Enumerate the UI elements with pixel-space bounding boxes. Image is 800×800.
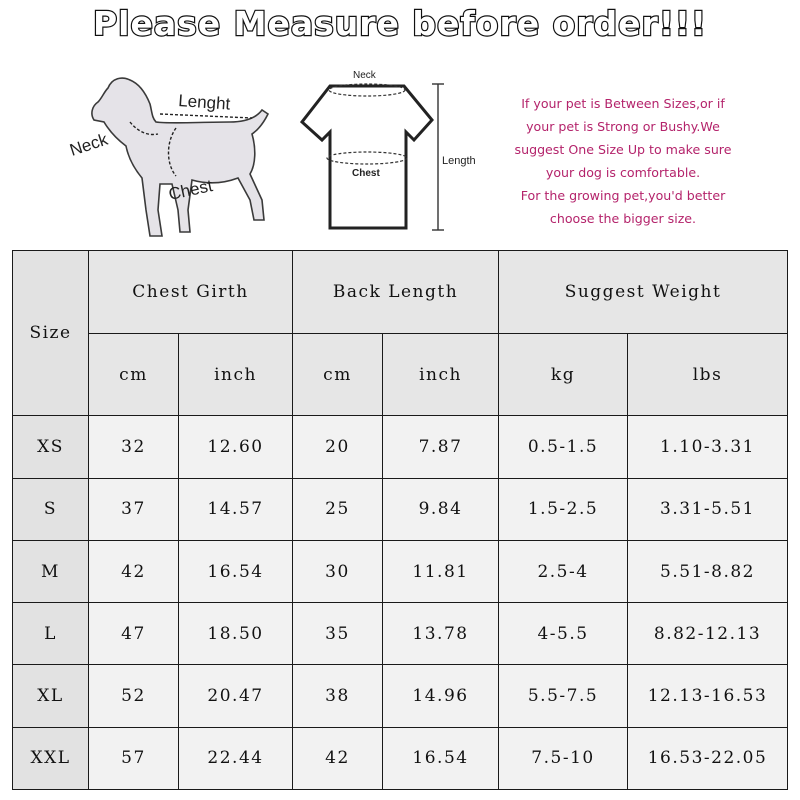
size-cell: XS [13,416,89,478]
advice-line: your pet is Strong or Bushy.We [526,119,720,134]
table-cell: 1.5-2.5 [499,478,628,540]
table-cell: 42 [293,727,383,789]
advice-line: For the growing pet,you'd better [520,188,726,203]
length-line [160,114,252,118]
table-cell: 47 [89,603,179,665]
table-row [13,665,788,727]
table-cell: 16.54 [179,540,293,602]
dog-length-label: Lenght [177,91,231,114]
shirt-chest-label: Chest [352,168,380,179]
table-cell: 4-5.5 [499,603,628,665]
table-cell: 7.87 [383,416,499,478]
table-cell: 14.57 [179,478,293,540]
table-cell: 13.78 [383,603,499,665]
size-header: Size [13,251,89,416]
dog-illustration [67,78,268,236]
table-cell: 2.5-4 [499,540,628,602]
table-cell: 20 [293,416,383,478]
table-cell: 18.50 [179,603,293,665]
table-cell: 16.54 [383,727,499,789]
table-cell: 30 [293,540,383,602]
size-cell: L [13,603,89,665]
table-cell: 11.81 [383,540,499,602]
table-cell: 25 [293,478,383,540]
table-cell: 5.51-8.82 [628,540,788,602]
table-cell: 32 [89,416,179,478]
size-cell: S [13,478,89,540]
table-cell: 22.44 [179,727,293,789]
table-cell: 12.60 [179,416,293,478]
table-row [13,603,788,665]
unit-header: cm [293,333,383,416]
unit-header: lbs [628,333,788,416]
shirt-outline [302,86,432,228]
table-cell: 35 [293,603,383,665]
size-chart-table [12,250,788,790]
table-cell: 3.31-5.51 [628,478,788,540]
unit-header: kg [499,333,628,416]
shirt-illustration [302,70,476,230]
table-row [13,478,788,540]
table-cell: 7.5-10 [499,727,628,789]
table-cell: 16.53-22.05 [628,727,788,789]
table-cell: 5.5-7.5 [499,665,628,727]
advice-line: choose the bigger size. [549,211,697,226]
size-advice [498,92,748,230]
table-row [13,416,788,478]
advice-line: your dog is comfortable. [545,165,701,180]
table-row [13,727,788,789]
size-cell: XXL [13,727,89,789]
table-cell: 57 [89,727,179,789]
table-cell: 9.84 [383,478,499,540]
table-cell: 0.5-1.5 [499,416,628,478]
table-cell: 52 [89,665,179,727]
advice-line: suggest One Size Up to make sure [514,142,732,157]
shirt-length-label: Length [442,155,476,167]
table-cell: 14.96 [383,665,499,727]
table-cell: 42 [89,540,179,602]
unit-header: cm [89,333,179,416]
table-cell: 38 [293,665,383,727]
page-title: Please Measure before order!!! [93,4,707,43]
table-cell: 37 [89,478,179,540]
dog-neck-label: Neck [67,129,111,160]
size-cell: M [13,540,89,602]
size-cell: XL [13,665,89,727]
table-cell: 8.82-12.13 [628,603,788,665]
unit-header: inch [383,333,499,416]
suggest-weight-header: Suggest Weight [499,251,788,334]
table-cell: 20.47 [179,665,293,727]
dog-chest-label: Chest [166,176,215,204]
chest-girth-header: Chest Girth [89,251,293,334]
table-cell: 1.10-3.31 [628,416,788,478]
advice-line: If your pet is Between Sizes,or if [521,96,725,111]
shirt-neck-label: Neck [353,70,376,81]
back-length-header: Back Length [293,251,499,334]
table-cell: 12.13-16.53 [628,665,788,727]
table-row [13,540,788,602]
unit-header: inch [179,333,293,416]
